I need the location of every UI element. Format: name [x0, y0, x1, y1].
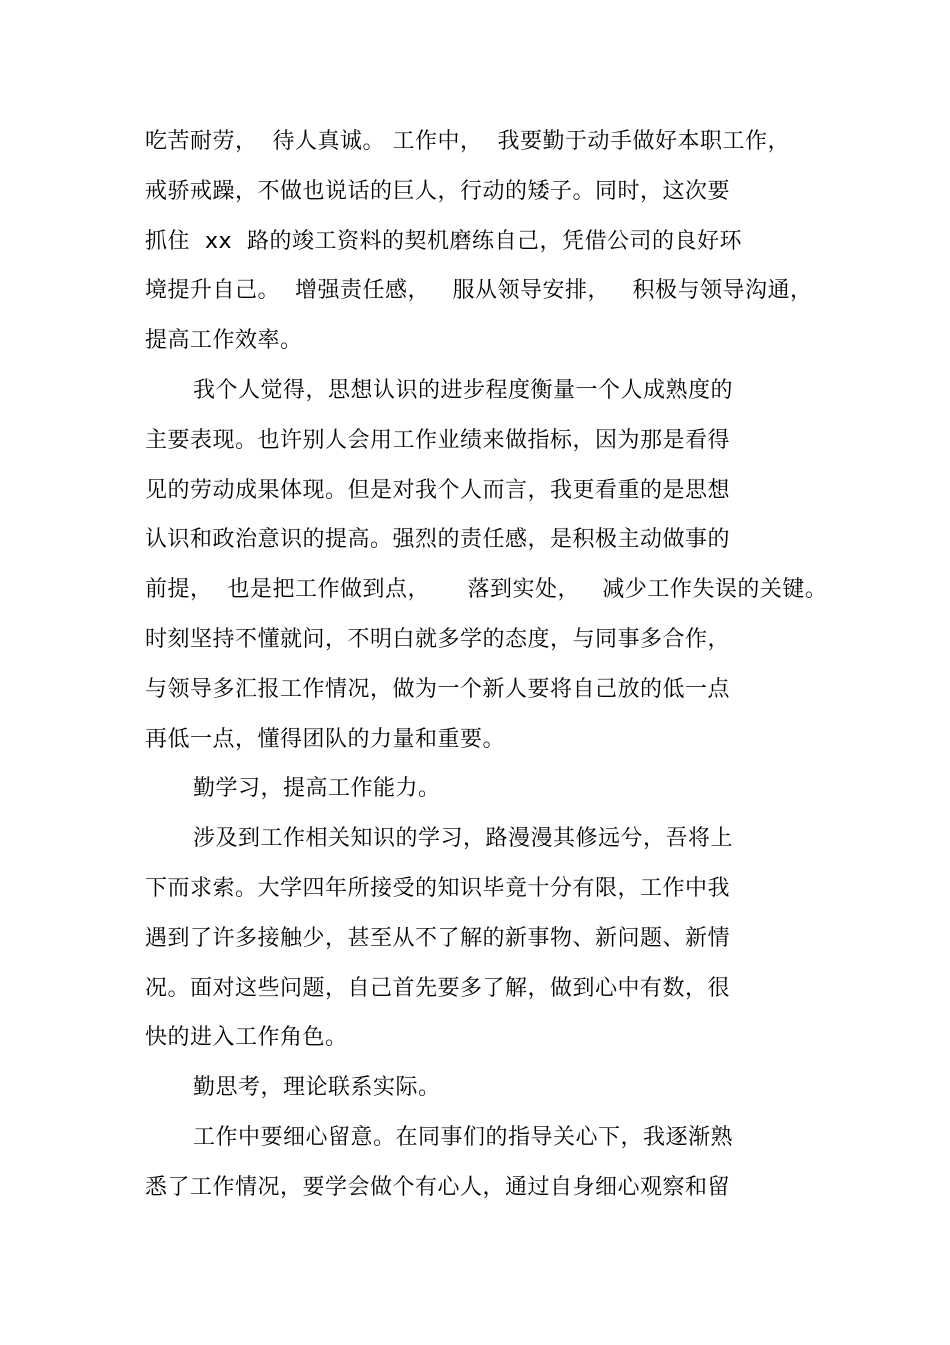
text-line: 认识和政治意识的提高。强烈的责任感，是积极主动做事的	[145, 527, 731, 552]
text-line: 见的劳动成果体现。但是对我个人而言，我更看重的是思想	[145, 478, 731, 503]
text-line: 提高工作效率。	[145, 328, 303, 353]
section-heading: 勤思考，理论联系实际。	[193, 1075, 441, 1100]
text-line: 境提升自己。 增强责任感， 服从领导安排， 积极与领导沟通，	[145, 278, 813, 303]
text-line: 时刻坚持不懂就问，不明白就多学的态度，与同事多合作，	[145, 627, 731, 652]
text-line: 与领导多汇报工作情况，做为一个新人要将自己放的低一点	[145, 677, 731, 702]
text-line: 遇到了许多接触少，甚至从不了解的新事物、新问题、新情	[145, 926, 731, 951]
text-line: 吃苦耐劳， 待人真诚。 工作中， 我要勤于动手做好本职工作，	[145, 129, 790, 154]
text-line: 快的进入工作角色。	[145, 1025, 348, 1050]
section-heading: 勤学习，提高工作能力。	[193, 776, 441, 801]
text-line: 况。面对这些问题，自己首先要多了解，做到心中有数，很	[145, 976, 731, 1001]
text-line: 再低一点，懂得团队的力量和重要。	[145, 727, 506, 752]
text-line: 抓住 xx 路的竣工资料的契机磨练自己，凭借公司的良好环	[145, 229, 743, 254]
text-line: 前提， 也是把工作做到点， 落到实处， 减少工作失误的关键。	[145, 577, 828, 602]
paragraph-first-line: 我个人觉得，思想认识的进步程度衡量一个人成熟度的	[193, 378, 734, 403]
paragraph-first-line: 涉及到工作相关知识的学习，路漫漫其修远兮，吾将上	[193, 826, 734, 851]
text-line: 戒骄戒躁，不做也说话的巨人，行动的矮子。同时，这次要	[145, 179, 731, 204]
text-line: 下而求索。大学四年所接受的知识毕竟十分有限，工作中我	[145, 876, 731, 901]
paragraph-first-line: 工作中要细心留意。在同事们的指导关心下，我逐渐熟	[193, 1125, 734, 1150]
text-line: 主要表现。也许别人会用工作业绩来做指标，因为那是看得	[145, 428, 731, 453]
text-line: 悉了工作情况，要学会做个有心人，通过自身细心观察和留	[145, 1175, 731, 1200]
